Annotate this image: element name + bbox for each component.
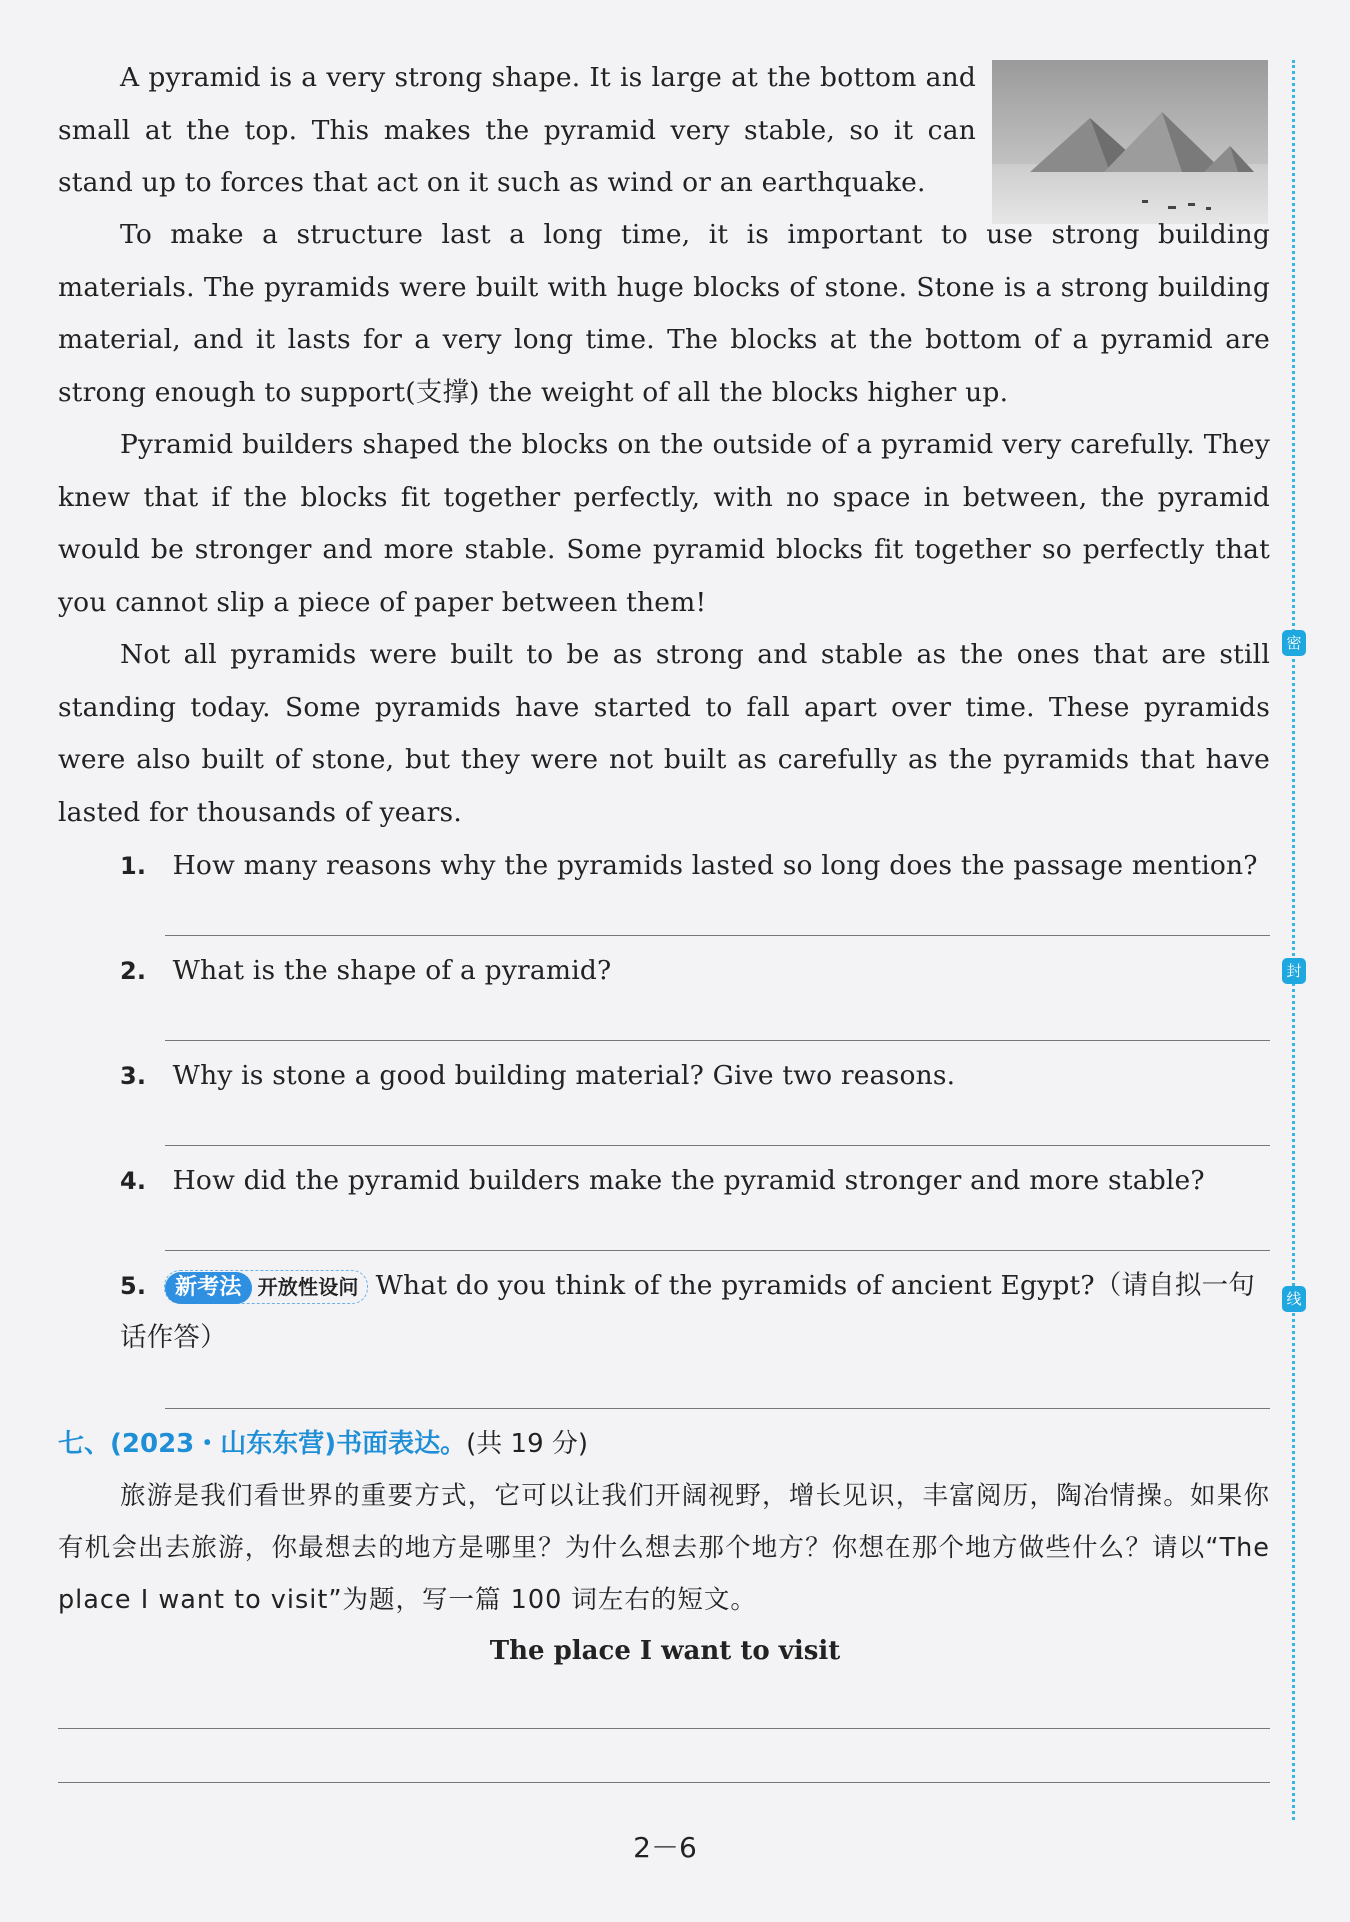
question-text: What is the shape of a pyramid?	[172, 955, 612, 986]
new-format-tag-label: 新考法	[165, 1272, 252, 1304]
section-7-heading	[58, 1424, 1270, 1464]
question-number: 1.	[120, 852, 147, 880]
answer-line-1[interactable]	[165, 935, 1270, 936]
question-text: How did the pyramid builders make the pyramid stronger and more stable?	[172, 1165, 1205, 1196]
question-5	[120, 1260, 1270, 1364]
pyramids-photo	[992, 60, 1268, 224]
section-7-title: 七、(2023・山东东营)书面表达。	[58, 1429, 467, 1459]
section-7-score: (共 19 分)	[466, 1429, 589, 1459]
composition-title: The place I want to visit	[489, 1636, 841, 1666]
answer-line-5[interactable]	[165, 1408, 1270, 1409]
question-1	[120, 840, 1270, 892]
writing-line-1[interactable]	[58, 1728, 1270, 1729]
passage-paragraph-2-text: To make a structure last a long time, it is important to use strong building materials. The pyramids were built with huge blocks of stone. Stone is a strong building material, and it lasts for a very long time. The blocks at the bottom of a pyramid are strong enough to support(支撑) the weight of all the blocks higher up.	[58, 219, 1270, 408]
binding-mark-feng: 封	[1282, 958, 1306, 984]
question-text: What do you think of the pyramids of ancient Egypt?（请自拟一句话作答）	[120, 1270, 1255, 1353]
writing-instructions: 旅游是我们看世界的重要方式，它可以让我们开阔视野，增长见识，丰富阅历，陶冶情操。如果你有机会出去旅游，你最想去的地方是哪里？为什么想去那个地方？你想在那个地方做些什么？请以“The place I want to visit”为题，写一篇 100 词左右的短文。	[58, 1481, 1270, 1615]
open-question-tag-label: 开放性设问	[257, 1275, 359, 1299]
question-number: 2.	[120, 957, 147, 985]
question-text: Why is stone a good building material? Give two reasons.	[172, 1060, 956, 1091]
new-format-tag	[164, 1270, 368, 1304]
writing-line-2[interactable]	[58, 1782, 1270, 1783]
passage-paragraph-3: Pyramid builders shaped the blocks on the outside of a pyramid very carefully. They knew that if the blocks fit together perfectly, with no space in between, the pyramid would be stronger and more stable. Some pyramid blocks fit together so perfectly that you cannot slip a piece of paper between them!	[58, 429, 1270, 618]
question-2	[120, 945, 1270, 997]
binding-mark-mi: 密	[1282, 630, 1306, 656]
question-4	[120, 1155, 1270, 1207]
question-3	[120, 1050, 1270, 1102]
page-number: 2－6	[633, 1831, 697, 1864]
question-text: How many reasons why the pyramids lasted so long does the passage mention?	[172, 850, 1258, 881]
passage-paragraph-2	[58, 209, 1270, 419]
answer-line-2[interactable]	[165, 1040, 1270, 1041]
passage-paragraph-4: Not all pyramids were built to be as strong and stable as the ones that are still standing today. Some pyramids have started to fall apart over time. These pyramids were also built of stone, but they were not built as carefully as the pyramids that have lasted for thousands of years.	[58, 639, 1270, 828]
question-number: 3.	[120, 1062, 147, 1090]
answer-line-3[interactable]	[165, 1145, 1270, 1146]
passage-paragraph-1: A pyramid is a very strong shape. It is large at the bottom and small at the top. This makes the pyramid very stable, so it can stand up to forces that act on it such as wind or an earthquake.	[58, 62, 976, 198]
binding-dotted-line	[1292, 60, 1295, 1820]
answer-line-4[interactable]	[165, 1250, 1270, 1251]
binding-mark-xian: 线	[1282, 1286, 1306, 1312]
question-number: 4.	[120, 1167, 147, 1195]
question-number: 5.	[120, 1272, 147, 1300]
